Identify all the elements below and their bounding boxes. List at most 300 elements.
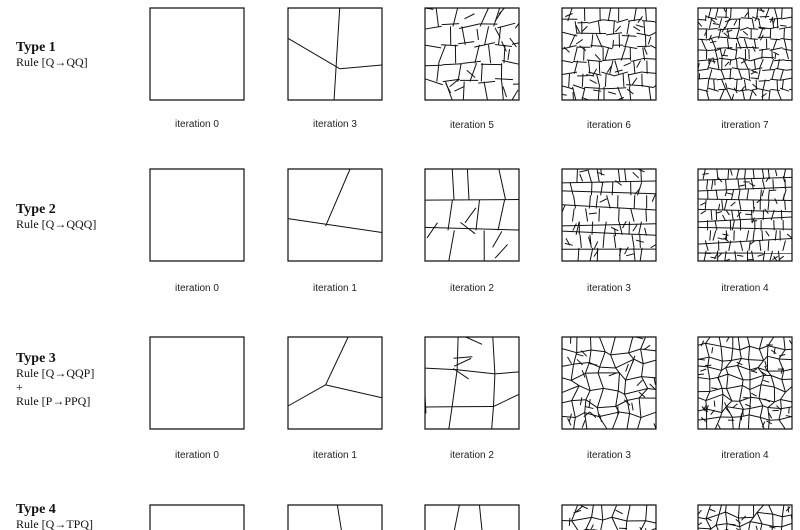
subdivision-edge xyxy=(750,375,764,379)
subdivision-edge xyxy=(780,69,783,79)
subdivision-edge xyxy=(775,53,776,59)
subdivision-edge xyxy=(775,198,778,204)
subdivision-edge xyxy=(763,380,769,382)
subdivision-edge xyxy=(698,398,706,401)
subdivision-edge xyxy=(562,86,573,89)
subdivision-edge xyxy=(722,234,728,236)
subdivision-edge xyxy=(715,220,717,230)
iteration-caption: iteration 3 xyxy=(313,119,357,130)
subdivision-edge xyxy=(607,195,611,208)
subdivision-edge xyxy=(644,47,647,54)
subdivision-edge xyxy=(753,230,754,240)
tessellation-r2-c2 xyxy=(425,337,519,429)
subdivision-edge xyxy=(562,364,574,366)
subdivision-edge xyxy=(736,80,737,90)
subdivision-edge xyxy=(781,399,792,401)
subdivision-edge xyxy=(616,406,619,412)
subdivision-edge xyxy=(716,189,718,199)
subdivision-edge xyxy=(731,170,733,176)
subdivision-edge xyxy=(700,202,706,205)
subdivision-edge xyxy=(626,364,629,371)
row-label-type-4 xyxy=(16,502,93,530)
subdivision-edge xyxy=(624,63,631,66)
iteration-caption: iteration 1 xyxy=(313,450,357,461)
subdivision-edge xyxy=(723,238,728,242)
tessellation-r0-c3 xyxy=(562,8,656,100)
tessellation-r0-c1 xyxy=(288,8,382,100)
subdivision-edge xyxy=(646,521,656,523)
subdivision-edge xyxy=(707,417,721,419)
subdivision-edge xyxy=(698,19,706,20)
subdivision-edge xyxy=(782,8,783,18)
subdivision-edge xyxy=(465,208,476,223)
subdivision-edge xyxy=(641,349,656,351)
iteration-caption: iteration 2 xyxy=(450,283,494,294)
subdivision-edge xyxy=(759,49,770,51)
subdivision-edge xyxy=(727,90,732,100)
subdivision-edge xyxy=(615,26,620,32)
subdivision-edge xyxy=(744,409,750,410)
subdivision-edge xyxy=(641,364,643,377)
subdivision-edge xyxy=(782,505,784,517)
subdivision-edge xyxy=(768,402,775,408)
subdivision-edge xyxy=(573,224,577,231)
subdivision-edge xyxy=(766,177,769,182)
subdivision-edge xyxy=(585,373,590,390)
subdivision-edge xyxy=(603,388,618,391)
subdivision-edge xyxy=(470,63,477,81)
subdivision-edge xyxy=(614,235,616,248)
subdivision-edge xyxy=(644,58,656,59)
subdivision-edge xyxy=(726,210,729,215)
tessellation-r3-c0 xyxy=(150,505,244,530)
type-rule: Rule [Q→QQP] xyxy=(16,366,95,381)
subdivision-edge xyxy=(768,371,772,375)
subdivision-edge xyxy=(452,169,454,200)
subdivision-edge xyxy=(503,87,507,97)
subdivision-edge xyxy=(577,350,591,353)
subdivision-edge xyxy=(608,92,616,94)
subdivision-edge xyxy=(698,378,710,380)
subdivision-edge xyxy=(734,20,737,25)
subdivision-edge xyxy=(763,406,768,408)
subdivision-edge xyxy=(493,374,494,407)
subdivision-edge xyxy=(467,169,469,200)
subdivision-edge xyxy=(627,505,630,521)
subdivision-edge xyxy=(698,209,792,211)
subdivision-edge xyxy=(724,49,726,55)
subdivision-edge xyxy=(615,72,628,76)
subdivision-edge xyxy=(698,238,792,244)
subdivision-edge xyxy=(707,179,708,189)
subdivision-edge xyxy=(767,346,768,356)
subdivision-edge xyxy=(718,238,724,240)
subdivision-edge xyxy=(326,169,350,226)
subdivision-edge xyxy=(442,64,462,65)
tessellation-r3-c2 xyxy=(425,505,519,530)
subdivision-edge xyxy=(758,69,760,79)
subdivision-edge xyxy=(641,85,654,87)
subdivision-edge xyxy=(784,39,786,49)
subdivision-edge xyxy=(448,200,452,231)
type-rule: Rule [Q→QQQ] xyxy=(16,217,97,232)
subdivision-edge xyxy=(619,222,622,235)
subdivision-edge xyxy=(599,208,600,221)
subdivision-edge xyxy=(699,359,705,360)
subdivision-edge xyxy=(775,399,781,401)
subdivision-edge xyxy=(579,170,587,172)
iteration-caption: iteration 6 xyxy=(587,120,631,131)
subdivision-edge xyxy=(326,337,349,385)
subdivision-edge xyxy=(748,415,749,429)
type-name: Type 1 xyxy=(16,40,56,55)
subdivision-edge xyxy=(758,254,764,256)
subdivision-edge xyxy=(598,373,603,388)
subdivision-edge xyxy=(719,58,731,60)
subdivision-edge xyxy=(728,88,740,91)
subdivision-edge xyxy=(721,346,733,348)
subdivision-edge xyxy=(738,505,739,518)
subdivision-edge xyxy=(717,79,725,80)
subdivision-edge xyxy=(582,420,585,427)
subdivision-edge xyxy=(644,345,650,350)
subdivision-edge xyxy=(608,8,610,21)
subdivision-edge xyxy=(616,368,620,373)
subdivision-edge xyxy=(631,208,634,221)
subdivision-edge xyxy=(593,69,597,76)
subdivision-edge xyxy=(288,385,326,406)
subdivision-edge xyxy=(602,505,603,520)
subdivision-edge xyxy=(484,82,487,100)
subdivision-edge xyxy=(739,18,740,28)
subdivision-edge xyxy=(586,391,590,400)
subdivision-edge xyxy=(571,364,573,380)
subdivision-edge xyxy=(630,413,641,417)
subdivision-edge xyxy=(711,525,716,529)
subdivision-edge xyxy=(716,37,728,38)
subdivision-edge xyxy=(718,425,720,429)
subdivision-edge xyxy=(502,61,519,65)
subdivision-edge xyxy=(594,241,597,248)
subdivision-edge xyxy=(611,353,629,355)
subdivision-edge xyxy=(722,388,723,394)
subdivision-edge xyxy=(634,359,643,364)
subdivision-edge xyxy=(452,370,457,407)
tessellation-r3-c1 xyxy=(288,505,382,530)
subdivision-edge xyxy=(739,69,742,79)
subdivision-edge xyxy=(700,369,706,371)
subdivision-edge xyxy=(637,33,649,35)
subdivision-edge xyxy=(762,169,763,179)
subdivision-edge xyxy=(716,524,727,525)
subdivision-edge xyxy=(458,42,474,44)
subdivision-edge xyxy=(724,33,729,37)
subdivision-edge xyxy=(639,222,642,235)
subdivision-edge xyxy=(602,20,616,21)
subdivision-edge xyxy=(760,406,763,418)
subdivision-edge xyxy=(698,227,792,229)
subdivision-edge xyxy=(625,169,627,182)
subdivision-edge xyxy=(585,400,586,413)
subdivision-edge xyxy=(741,358,748,359)
subdivision-edge xyxy=(574,195,576,208)
subdivision-edge xyxy=(754,59,755,69)
subdivision-edge xyxy=(573,61,587,62)
subdivision-edge xyxy=(612,517,618,530)
subdivision-edge xyxy=(634,8,636,21)
subdivision-edge xyxy=(571,380,579,385)
subdivision-edge xyxy=(574,47,577,60)
subdivision-edge xyxy=(585,363,589,374)
subdivision-edge xyxy=(709,68,722,70)
subdivision-edge xyxy=(425,79,443,85)
subdivision-edge xyxy=(784,369,792,371)
subdivision-edge xyxy=(732,68,741,70)
subdivision-edge xyxy=(620,373,626,380)
subdivision-edge xyxy=(590,46,601,47)
subdivision-edge xyxy=(626,377,642,380)
subdivision-edge xyxy=(597,406,615,407)
subdivision-edge xyxy=(602,59,617,60)
subdivision-edge xyxy=(639,398,641,418)
subdivision-edge xyxy=(733,404,738,408)
subdivision-edge xyxy=(596,34,602,47)
subdivision-edge xyxy=(769,420,770,429)
subdivision-edge xyxy=(725,251,726,261)
subdivision-edge xyxy=(572,208,574,221)
subdivision-edge xyxy=(726,83,727,89)
subdivision-edge xyxy=(633,225,637,232)
iteration-caption: itreration 4 xyxy=(721,450,769,461)
subdivision-edge xyxy=(704,251,706,261)
subdivision-edge xyxy=(752,18,754,28)
subdivision-edge xyxy=(632,235,634,248)
subdivision-edge xyxy=(761,385,774,387)
subdivision-edge xyxy=(649,32,656,36)
subdivision-edge xyxy=(586,517,592,529)
subdivision-edge xyxy=(712,179,714,189)
subdivision-edge xyxy=(475,45,479,63)
subdivision-edge xyxy=(724,8,726,12)
subdivision-edge xyxy=(781,392,786,399)
subdivision-edge xyxy=(597,408,599,417)
subdivision-edge xyxy=(612,517,627,521)
subdivision-edge xyxy=(726,30,732,32)
subdivision-edge xyxy=(749,241,751,251)
subdivision-edge xyxy=(582,26,588,32)
subdivision-edge xyxy=(747,189,748,199)
subdivision-edge xyxy=(745,12,749,17)
subdivision-edge xyxy=(449,230,455,261)
subdivision-edge xyxy=(702,174,708,175)
subdivision-edge xyxy=(632,403,633,411)
subdivision-edge xyxy=(739,37,749,38)
subdivision-edge xyxy=(721,346,722,361)
subdivision-edge xyxy=(611,337,616,355)
subdivision-edge xyxy=(766,231,770,236)
subdivision-edge xyxy=(562,32,577,36)
subdivision-edge xyxy=(781,38,792,39)
subdivision-edge xyxy=(499,169,506,200)
subdivision-edge xyxy=(709,69,712,79)
subdivision-edge xyxy=(740,522,751,527)
tessellation-r1-c4 xyxy=(698,169,792,261)
subdivision-edge xyxy=(749,346,750,359)
subdivision-edge xyxy=(759,80,770,81)
subdivision-edge xyxy=(601,182,603,195)
type-name: Type 2 xyxy=(16,202,56,217)
subdivision-edge xyxy=(719,337,721,346)
subdivision-edge xyxy=(495,79,513,80)
subdivision-edge xyxy=(751,393,756,396)
subdivision-edge xyxy=(785,387,792,392)
subdivision-edge xyxy=(726,524,727,530)
subdivision-edge xyxy=(605,74,606,87)
subdivision-edge xyxy=(449,407,452,429)
subdivision-edge xyxy=(719,505,722,514)
subdivision-edge xyxy=(340,65,382,69)
subdivision-edge xyxy=(753,91,757,96)
subdivision-edge xyxy=(748,28,758,29)
subdivision-edge xyxy=(785,200,786,210)
subdivision-edge xyxy=(326,385,382,398)
subdivision-edge xyxy=(740,350,741,359)
subdivision-edge xyxy=(652,194,655,201)
type-name: Type 4 xyxy=(16,502,56,517)
subdivision-edge xyxy=(590,248,593,261)
subdivision-edge xyxy=(632,78,637,84)
subdivision-edge xyxy=(743,410,744,416)
subdivision-edge xyxy=(288,219,382,233)
subdivision-edge xyxy=(720,413,721,417)
subdivision-edge xyxy=(646,208,647,221)
tessellation-r0-c4 xyxy=(698,8,792,100)
subdivision-edge xyxy=(454,357,473,359)
subdivision-edge xyxy=(598,87,599,100)
subdivision-edge xyxy=(783,241,786,251)
subdivision-edge xyxy=(751,210,752,220)
subdivision-edge xyxy=(738,179,739,189)
tessellation-r3-c3 xyxy=(562,505,656,530)
iteration-caption: iteration 3 xyxy=(587,283,631,294)
subdivision-edge xyxy=(736,169,738,179)
subdivision-edge xyxy=(709,35,711,41)
subdivision-edge xyxy=(779,420,785,429)
subdivision-edge xyxy=(739,185,745,186)
subdivision-edge xyxy=(436,8,438,26)
subdivision-edge xyxy=(698,69,709,71)
subdivision-edge xyxy=(498,200,505,231)
subdivision-edge xyxy=(787,234,792,238)
subdivision-edge xyxy=(641,377,647,389)
subdivision-edge xyxy=(586,208,588,221)
subdivision-edge xyxy=(782,517,783,527)
subdivision-edge xyxy=(750,406,763,409)
subdivision-edge xyxy=(749,360,750,370)
subdivision-edge xyxy=(733,348,740,349)
subdivision-edge xyxy=(334,8,340,100)
subdivision-edge xyxy=(714,401,715,407)
subdivision-edge xyxy=(626,85,641,86)
subdivision-edge xyxy=(600,352,606,367)
subdivision-edge xyxy=(425,368,457,370)
subdivision-edge xyxy=(770,59,774,69)
subdivision-edge xyxy=(751,78,759,79)
subdivision-edge xyxy=(479,505,483,530)
subdivision-edge xyxy=(762,69,775,70)
subdivision-edge xyxy=(770,251,773,261)
subdivision-edge xyxy=(722,360,731,361)
subdivision-edge xyxy=(612,182,613,195)
subdivision-edge xyxy=(747,230,749,240)
subdivision-edge xyxy=(427,223,437,238)
subdivision-edge xyxy=(572,400,586,401)
subdivision-edge xyxy=(627,398,639,400)
subdivision-edge xyxy=(745,179,746,189)
subdivision-edge xyxy=(757,512,762,523)
subdivision-edge xyxy=(726,512,728,524)
subdivision-edge xyxy=(605,352,610,355)
subdivision-edge xyxy=(759,337,762,349)
subdivision-edge xyxy=(569,518,570,526)
subdivision-edge xyxy=(464,14,474,19)
subdivision-edge xyxy=(709,357,722,361)
subdivision-edge xyxy=(613,40,614,48)
subdivision-edge xyxy=(641,412,656,417)
subdivision-edge xyxy=(751,397,759,398)
subdivision-edge xyxy=(721,361,722,370)
subdivision-edge xyxy=(737,59,738,69)
subdivision-edge xyxy=(732,417,733,429)
subdivision-edge xyxy=(770,89,779,90)
subdivision-edge xyxy=(508,49,510,60)
subdivision-edge xyxy=(592,222,593,235)
subdivision-edge xyxy=(731,58,739,60)
subdivision-edge xyxy=(786,49,789,59)
subdivision-edge xyxy=(477,29,478,40)
subdivision-edge xyxy=(637,380,643,386)
subdivision-edge xyxy=(757,505,764,512)
subdivision-edge xyxy=(698,528,711,529)
subdivision-edge xyxy=(629,87,630,100)
subdivision-edge xyxy=(592,517,603,520)
subdivision-edge xyxy=(478,81,495,83)
subdivision-edge xyxy=(698,374,704,375)
subdivision-edge xyxy=(599,412,619,417)
subdivision-edge xyxy=(764,356,768,360)
subdivision-edge xyxy=(493,337,495,374)
subdivision-edge xyxy=(588,20,602,23)
subdivision-edge xyxy=(502,82,504,100)
subdivision-edge xyxy=(776,68,786,70)
subdivision-edge xyxy=(763,251,765,261)
subdivision-edge xyxy=(749,409,750,415)
subdivision-edge xyxy=(721,69,725,79)
tessellation-r0-c2 xyxy=(425,8,519,100)
subdivision-edge xyxy=(708,367,722,371)
iteration-caption: iteration 1 xyxy=(313,283,357,294)
subdivision-edge xyxy=(781,407,792,409)
subdivision-edge xyxy=(624,394,627,400)
subdivision-edge xyxy=(598,367,600,373)
subdivision-edge xyxy=(576,39,583,44)
subdivision-edge xyxy=(619,412,630,413)
subdivision-edge xyxy=(626,254,634,256)
subdivision-edge xyxy=(609,373,617,376)
subdivision-edge xyxy=(750,90,753,100)
iteration-caption: iteration 0 xyxy=(175,119,219,130)
tessellation-r1-c3 xyxy=(562,169,656,261)
